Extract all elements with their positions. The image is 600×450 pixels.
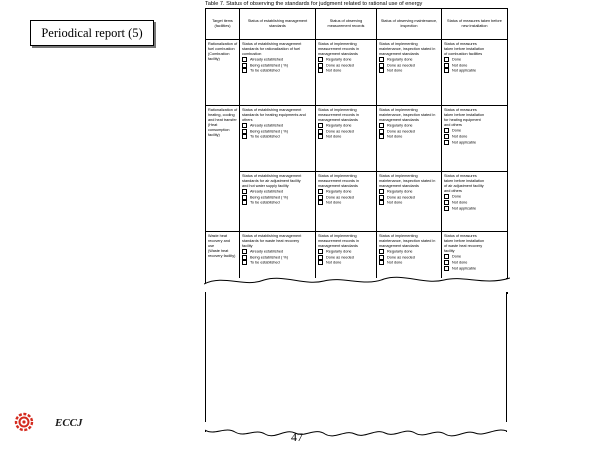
mgmt-line [242, 200, 313, 206]
maint-text: management standards [379, 118, 419, 123]
maint-text: Done as needed [387, 129, 415, 134]
checkbox-icon [379, 63, 384, 68]
checkbox-icon [444, 260, 449, 265]
mgmt-text: Status of establishing management [242, 108, 302, 112]
meas-text: management standards [318, 52, 358, 57]
mgmt-text: standards for air adjustment facility [242, 179, 301, 184]
checkbox-icon [318, 134, 323, 139]
newinst-text: Not applicable [452, 266, 477, 271]
table-row [206, 172, 508, 232]
target-text: Rationalization of [208, 42, 238, 46]
meas-line [318, 134, 374, 140]
cell-mgmt [240, 40, 316, 106]
checkbox-icon [444, 200, 449, 205]
checkbox-icon [242, 200, 247, 205]
meas-text: Done as needed [326, 195, 354, 200]
maint-text: maintenance, inspection stated in [379, 113, 436, 118]
checkbox-icon [242, 260, 247, 265]
torn-paper-overlay [205, 278, 507, 432]
checkbox-icon [444, 254, 449, 259]
meas-line [318, 260, 374, 266]
checkbox-icon [444, 63, 449, 68]
checkbox-icon [318, 260, 323, 265]
maint-text: Status of implementing [379, 234, 418, 238]
newinst-text: and others [444, 123, 462, 128]
meas-text: Status of implementing [318, 234, 357, 238]
mgmt-line [242, 260, 313, 266]
meas-text: Status of implementing [318, 42, 357, 46]
newinst-text: Not applicable [452, 140, 477, 145]
mgmt-text: Status of establishing management [242, 174, 302, 178]
meas-text: management standards [318, 118, 358, 123]
checkbox-icon [242, 57, 247, 62]
mgmt-line [242, 134, 313, 140]
newinst-text: of combustion facilities [444, 52, 483, 57]
newinst-text: for heating equipment [444, 118, 481, 123]
target-text: (Combustion [208, 52, 230, 57]
newinst-text: Status of measures [444, 42, 477, 46]
newinst-line [444, 206, 505, 212]
mgmt-text: To be established [250, 134, 280, 139]
table-caption: Table 7. Status of observing the standards for judgment related to rational use of energy [205, 1, 423, 7]
checkbox-icon [318, 200, 323, 205]
newinst-text: Done [452, 254, 462, 259]
target-text: Waste heat [208, 234, 228, 238]
mgmt-text: Status of establishing management [242, 42, 302, 46]
mgmt-text: Already established [250, 249, 284, 254]
mgmt-text: To be established [250, 68, 280, 73]
target-line [208, 133, 237, 138]
checkbox-icon [444, 140, 449, 145]
maint-line [379, 68, 439, 74]
standards-table [205, 8, 508, 294]
maint-text: Not done [387, 260, 403, 265]
torn-edge-top [204, 272, 510, 292]
cell-target [206, 40, 240, 106]
target-text: use [208, 244, 215, 249]
cell-maint [377, 106, 442, 172]
newinst-text: Status of measures [444, 108, 477, 112]
meas-text: measurement records in [318, 179, 359, 184]
checkbox-icon [379, 123, 384, 128]
checkbox-icon [318, 63, 323, 68]
newinst-text: of air adjustment facility [444, 184, 484, 189]
cell-target [206, 106, 240, 172]
cell-maint [377, 172, 442, 232]
newinst-text: and others [444, 189, 462, 194]
header-new-installation: Status of measures taken before new installation [442, 9, 508, 40]
mgmt-text: standards for waste heat recovery [242, 239, 300, 244]
target-text: facility) [208, 57, 220, 62]
newinst-text: Not done [452, 200, 468, 205]
mgmt-text: others [242, 118, 253, 123]
cell-meas [316, 172, 377, 232]
maint-text: management standards [379, 184, 419, 189]
checkbox-icon [318, 189, 323, 194]
checkbox-icon [242, 123, 247, 128]
cell-mgmt [240, 106, 316, 172]
target-text: Rationalization of [208, 108, 238, 112]
mgmt-text: facility [242, 244, 253, 249]
newinst-text: Not done [452, 63, 468, 68]
newinst-text: Not done [452, 260, 468, 265]
mgmt-text: combustion [242, 52, 262, 57]
eccj-logo-icon [14, 412, 34, 432]
maint-text: Not done [387, 134, 403, 139]
checkbox-icon [242, 189, 247, 194]
meas-text: Done as needed [326, 255, 354, 260]
meas-line [318, 200, 374, 206]
target-text: recovery and [208, 239, 230, 244]
meas-text: Done as needed [326, 129, 354, 134]
newinst-text: of waste heat recovery [444, 244, 483, 249]
target-text: consumption [208, 128, 230, 133]
maint-text: Status of implementing [379, 108, 418, 112]
newinst-text: taken before installation [444, 113, 485, 118]
newinst-text: Not done [452, 134, 468, 139]
report-title: Periodical report (5) [30, 20, 154, 46]
newinst-text: Not applicable [452, 68, 477, 73]
mgmt-text: standards for heating equipments and [242, 113, 306, 118]
newinst-text: facility [444, 249, 455, 254]
maint-text: Regularly done [387, 189, 413, 194]
maint-line [379, 200, 439, 206]
cell-meas [316, 40, 377, 106]
eccj-logo-text: ECCJ [55, 417, 83, 429]
checkbox-icon [379, 249, 384, 254]
mgmt-line [242, 68, 313, 74]
mgmt-text: Being established ( %) [250, 63, 288, 68]
checkbox-icon [444, 134, 449, 139]
checkbox-icon [242, 249, 247, 254]
meas-text: measurement records in [318, 239, 359, 244]
target-text: fuel combustion [208, 47, 235, 52]
meas-text: Regularly done [326, 123, 352, 128]
cell-target [206, 172, 240, 232]
mgmt-text: Already established [250, 189, 284, 194]
cell-maint [377, 40, 442, 106]
meas-text: Status of implementing [318, 174, 357, 178]
checkbox-icon [444, 128, 449, 133]
meas-text: Not done [326, 200, 342, 205]
checkbox-icon [242, 255, 247, 260]
cell-mgmt [240, 172, 316, 232]
checkbox-icon [318, 123, 323, 128]
meas-text: Not done [326, 260, 342, 265]
target-text: (Waste heat [208, 249, 229, 254]
newinst-text: Done [452, 194, 462, 199]
checkbox-icon [318, 57, 323, 62]
checkbox-icon [444, 68, 449, 73]
cell-meas [316, 106, 377, 172]
meas-text: Regularly done [326, 249, 352, 254]
newinst-text: Done [452, 128, 462, 133]
maint-text: Done as needed [387, 255, 415, 260]
mgmt-text: and hot water supply facility [242, 184, 289, 189]
header-maintenance-inspection: Status of observing maintenance, inspection [377, 9, 442, 40]
checkbox-icon [318, 255, 323, 260]
maint-text: Done as needed [387, 63, 415, 68]
maint-text: Done as needed [387, 195, 415, 200]
newinst-text: taken before installation [444, 239, 485, 244]
mgmt-text: Being established ( %) [250, 255, 288, 260]
header-target-items: Target items (facilities) [206, 9, 240, 40]
target-line [208, 57, 237, 62]
checkbox-icon [379, 189, 384, 194]
target-text: facility) [208, 133, 220, 138]
cell-newinst [442, 106, 508, 172]
newinst-line [444, 140, 505, 146]
maint-line [379, 134, 439, 140]
newinst-text: Status of measures [444, 234, 477, 238]
checkbox-icon [318, 195, 323, 200]
maint-text: Status of implementing [379, 174, 418, 178]
checkbox-icon [379, 57, 384, 62]
target-text: heating, cooling [208, 113, 235, 118]
maint-text: Not done [387, 68, 403, 73]
checkbox-icon [242, 63, 247, 68]
meas-text: measurement records in [318, 113, 359, 118]
meas-text: Status of implementing [318, 108, 357, 112]
checkbox-icon [444, 194, 449, 199]
target-text: (Heat [208, 123, 218, 128]
meas-text: Regularly done [326, 189, 352, 194]
newinst-text: taken before installation [444, 179, 485, 184]
maint-text: maintenance, inspection stated in [379, 239, 436, 244]
table-row [206, 40, 508, 106]
maint-text: management standards [379, 244, 419, 249]
checkbox-icon [379, 195, 384, 200]
header-management-standards: Status of establishing management standards [240, 9, 316, 40]
maint-text: Regularly done [387, 249, 413, 254]
cell-newinst [442, 40, 508, 106]
meas-text: measurement records in [318, 47, 359, 52]
mgmt-text: Already established [250, 123, 284, 128]
meas-text: Regularly done [326, 57, 352, 62]
checkbox-icon [379, 68, 384, 73]
checkbox-icon [444, 57, 449, 62]
maint-text: management standards [379, 52, 419, 57]
meas-text: management standards [318, 244, 358, 249]
table-header-row [206, 9, 508, 40]
meas-text: Not done [326, 134, 342, 139]
page-number: 47 [291, 430, 303, 444]
maint-text: Not done [387, 200, 403, 205]
target-line [208, 254, 237, 259]
checkbox-icon [379, 129, 384, 134]
checkbox-icon [379, 134, 384, 139]
meas-text: Not done [326, 68, 342, 73]
newinst-text: Status of measures [444, 174, 477, 178]
header-measurement-records: Status of observing measurement records [316, 9, 377, 40]
checkbox-icon [379, 260, 384, 265]
checkbox-icon [242, 68, 247, 73]
target-text: and heat transfer [208, 118, 237, 123]
checkbox-icon [318, 129, 323, 134]
checkbox-icon [318, 249, 323, 254]
checkbox-icon [444, 266, 449, 271]
maint-text: maintenance, inspection stated in [379, 179, 436, 184]
checkbox-icon [242, 129, 247, 134]
target-text: recovery facility) [208, 254, 236, 259]
mgmt-text: Being established ( %) [250, 195, 288, 200]
mgmt-text: Already established [250, 57, 284, 62]
checkbox-icon [444, 206, 449, 211]
newinst-text: Not applicable [452, 206, 477, 211]
torn-edge-bottom [205, 422, 507, 444]
checkbox-icon [379, 255, 384, 260]
mgmt-text: To be established [250, 260, 280, 265]
document-sheet [205, 8, 507, 443]
checkbox-icon [242, 195, 247, 200]
maint-text: Regularly done [387, 123, 413, 128]
newinst-line [444, 68, 505, 74]
maint-line [379, 260, 439, 266]
checkbox-icon [242, 134, 247, 139]
mgmt-text: Being established ( %) [250, 129, 288, 134]
meas-line [318, 68, 374, 74]
maint-text: Status of implementing [379, 42, 418, 46]
meas-text: management standards [318, 184, 358, 189]
checkbox-icon [379, 200, 384, 205]
maint-text: maintenance, inspection stated in [379, 47, 436, 52]
newinst-line [444, 266, 505, 272]
checkbox-icon [318, 68, 323, 73]
cell-newinst [442, 172, 508, 232]
mgmt-text: Status of establishing management [242, 234, 302, 238]
meas-text: Done as needed [326, 63, 354, 68]
table-row [206, 106, 508, 172]
maint-text: Regularly done [387, 57, 413, 62]
newinst-text: taken before installation [444, 47, 485, 52]
mgmt-text: To be established [250, 200, 280, 205]
newinst-text: Done [452, 57, 462, 62]
mgmt-text: standards for rationalization of fuel [242, 47, 301, 52]
